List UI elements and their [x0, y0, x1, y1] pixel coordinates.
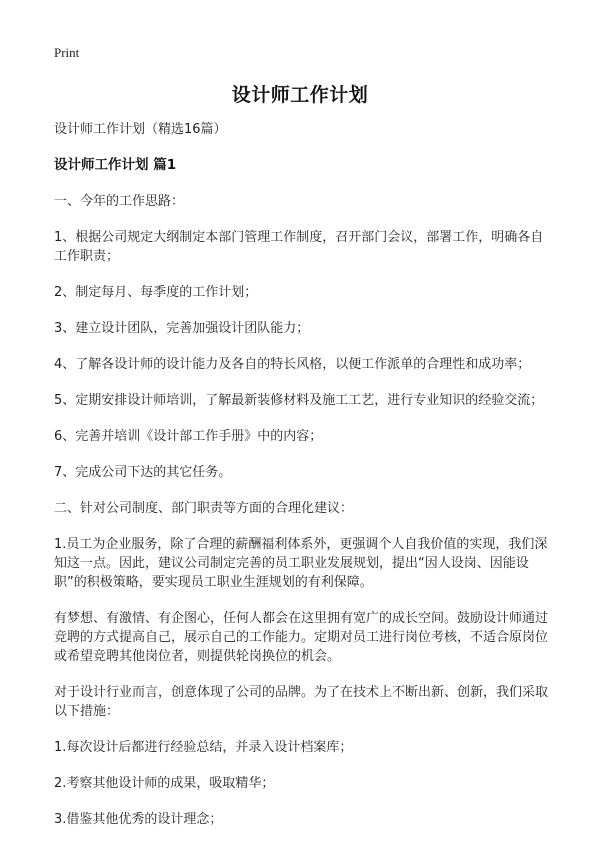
document-body — [54, 120, 554, 846]
body-paragraph: 3、建立设计团队，完善加强设计团队能力； — [54, 321, 310, 336]
document-title: 设计师工作计划 — [231, 84, 369, 106]
body-paragraph: 1、根据公司规定大纲制定本部门管理工作制度，召开部门会议，部署工作，明确各自工作职责； — [54, 230, 544, 264]
body-paragraph: 4、了解各设计师的设计能力及各自的特长风格，以便工作派单的合理性和成功率； — [54, 357, 531, 372]
subtitle-paragraph: 设计师工作计划（精选16篇） — [54, 122, 227, 137]
body-paragraph: 1.员工为企业服务，除了合理的薪酬福利体系外，更强调个人自我价值的实现，我们深知这一点。因此，建议公司制定完善的员工职业发展规划，提出“因人设岗、因能设职”的积极策略，要实现员工职业生涯规划的有利保障。 — [54, 537, 548, 590]
body-paragraph: 二、针对公司制度、部门职责等方面的合理化建议： — [54, 501, 354, 516]
body-paragraph: 1.每次设计后都进行经验总结，并录入设计档案库； — [54, 740, 353, 755]
body-paragraph: 7、完成公司下达的其它任务。 — [54, 465, 232, 480]
body-paragraph: 有梦想、有激情、有企图心，任何人都会在这里拥有宽广的成长空间。鼓励设计师通过竞聘的方式提高自己，展示自己的工作能力。定期对员工进行岗位考核，不适合原岗位或希望竞聘其他岗位者，则提供轮岗换位的机会。 — [54, 611, 549, 664]
body-paragraph: 5、定期安排设计师培训，了解最新装修材料及施工工艺，进行专业知识的经验交流； — [54, 393, 544, 408]
body-paragraph: 一、今年的工作思路： — [54, 194, 185, 209]
body-paragraph: 3.借鉴其他优秀的设计理念； — [54, 812, 223, 827]
body-paragraph: 对于设计行业而言，创意体现了公司的品牌。为了在技术上不断出新、创新，我们采取以下措施： — [54, 685, 549, 719]
section-heading: 设计师工作计划 篇1 — [54, 157, 177, 173]
body-paragraph: 6、完善并培训《设计部工作手册》中的内容； — [54, 429, 323, 444]
body-paragraph: 2、制定每月、每季度的工作计划； — [54, 285, 258, 300]
body-paragraph: 2.考察其他设计师的成果，吸取精华； — [54, 776, 275, 791]
print-label: Print — [54, 45, 80, 60]
